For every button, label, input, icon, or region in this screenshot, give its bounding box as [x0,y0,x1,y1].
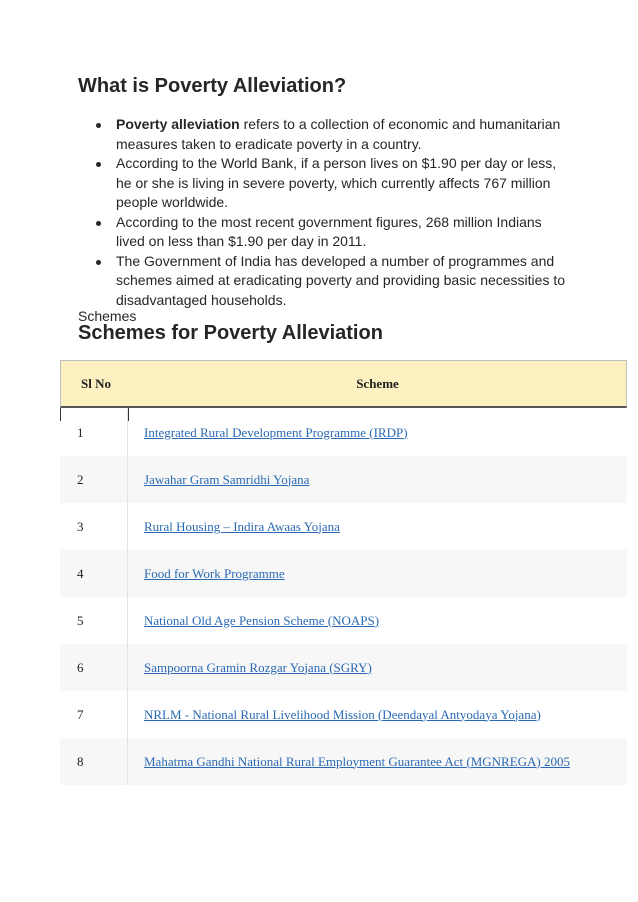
table-row [60,456,627,503]
header-scheme: Scheme [356,375,399,391]
scheme-link[interactable]: National Old Age Pension Scheme (NOAPS) [144,612,380,628]
table-row [60,503,627,550]
bullet-text: refers to a collection of economic and humanitarian measures taken to eradicate poverty in a country. [116,116,561,152]
row-number: 8 [60,738,128,785]
row-number: 7 [60,691,128,738]
row-number: 6 [60,644,128,691]
bullet-bold-term: Poverty alleviation [116,116,240,132]
bullet-text: According to the World Bank, if a person lives on $1.90 per day or less, he or she is living in severe poverty, which currently affects 767 million people worldwide. [116,155,557,210]
table-row [60,597,627,644]
scheme-link[interactable]: Rural Housing – Indira Awaas Yojana [144,518,340,534]
table-row [60,738,627,785]
row-number: 5 [60,597,128,644]
section-label: Schemes [78,308,137,324]
table-divider-tick [60,408,61,421]
table-divider-tick [128,408,129,421]
table-row [60,644,627,691]
scheme-link[interactable]: NRLM - National Rural Livelihood Mission (Deendayal Antyodaya Yojana) [144,706,541,722]
row-number: 2 [60,456,128,503]
bullet-item [78,252,568,311]
table-row [60,550,627,597]
section-heading: Schemes for Poverty Alleviation [78,322,383,344]
row-number: 4 [60,550,128,597]
bullet-dot-icon [96,221,101,226]
page-title: What is Poverty Alleviation? [78,75,347,97]
scheme-link[interactable]: Jawahar Gram Samridhi Yojana [144,471,310,487]
scheme-link[interactable]: Mahatma Gandhi National Rural Employment Guarantee Act (MGNREGA) 2005 [144,753,571,769]
scheme-link[interactable]: Integrated Rural Development Programme (IRDP) [144,424,408,440]
bullet-dot-icon [96,162,101,167]
bullet-item [78,154,568,213]
bullet-text: The Government of India has developed a number of programmes and schemes aimed at eradicating poverty and providing basic necessities to disadvantaged households. [116,252,566,308]
table-header-row [60,360,627,408]
bullet-item [78,213,568,252]
scheme-link[interactable]: Food for Work Programme [144,565,285,581]
row-number: 3 [60,503,128,550]
table-row [60,691,627,738]
bullet-dot-icon [96,260,101,265]
table-body [60,409,627,785]
scheme-link[interactable]: Sampoorna Gramin Rozgar Yojana (SGRY) [144,659,372,675]
table-row [60,409,627,456]
bullet-text: According to the most recent government figures, 268 million Indians lived on less than $1.90 per day in 2011. [116,213,542,249]
row-number: 1 [60,409,128,456]
bullet-list [78,115,568,310]
header-sl-no: Sl No [81,375,111,391]
schemes-table [60,360,627,785]
bullet-item [78,115,568,154]
bullet-dot-icon [96,123,101,128]
